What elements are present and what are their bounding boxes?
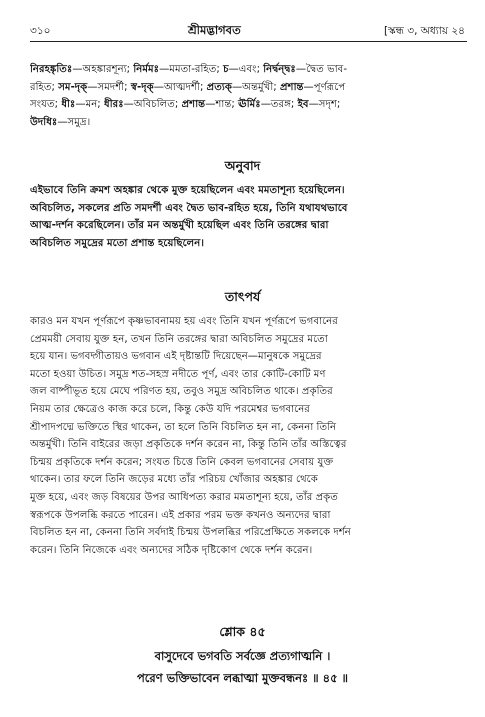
- purport-heading: তাৎপর্য: [224, 289, 261, 304]
- purport-line: অন্তর্মুখী। তিনি বাইরের জড়া প্রকৃতিকে দর্শন করেন না, কিন্তু তিনি তাঁর অস্তিত্বের: [30, 439, 347, 451]
- purport-line: বিচলিত হন না, কেননা তিনি সর্বদাই চিন্ময় উপলব্ধির পরিপ্রেক্ষিতে সকলকে দর্শন: [30, 527, 351, 539]
- translation-block: [30, 182, 462, 252]
- synonym-meaning: রহিত;: [30, 81, 59, 93]
- purport-line: জল বাষ্পীভূত হয়ে মেঘে পরিণত হয়, তবুও সমুদ্র অবিচলিত থাকে। প্রকৃতির: [30, 386, 333, 398]
- synonym-meaning: —অন্তর্মুখী;: [231, 81, 280, 93]
- synonym-meaning: —সমদর্শী;: [87, 81, 131, 93]
- synonym-word: ধীঃ: [61, 99, 76, 111]
- purport-line: মুক্ত হয়ে, এবং জড় বিষয়ের উপর আধিপত্য করার মমতাশূন্য হয়ে, তাঁর প্রকৃত: [30, 491, 338, 503]
- synonym-meaning: সংযত;: [30, 99, 62, 111]
- translation-heading: অনুবাদ: [224, 158, 261, 173]
- purport-line: হয়ে যান। ভগবদ্গীতায়ও ভগবান এই দৃষ্টান্তটি দিয়েছেন—মানুষকে সমুদ্রের: [30, 351, 322, 363]
- synonym-word: স্ব-দৃক্: [130, 81, 154, 93]
- synonym-word: ঊর্মিঃ: [238, 99, 261, 111]
- purport-line: স্বরূপকে উপলব্ধি করতে পারেন। এই প্রকার পরম ভক্ত কখনও অন্যদের দ্বারা: [30, 509, 331, 521]
- synonym-word: চ: [223, 64, 229, 75]
- purport-line: করেন। তিনি নিজেকে এবং অন্যদের সঠিক দৃষ্টিকোণ থেকে দর্শন করেন।: [30, 544, 313, 556]
- page-number: ৩১০: [30, 25, 51, 37]
- translation-line: অবিচলিত, সকলের প্রতি সমদর্শী এবং দ্বৈত ভাব-রহিত হয়ে, তিনি যথাযথভাবে: [30, 202, 348, 214]
- purport-block: [30, 313, 462, 559]
- synonym-meaning: —সমুদ্র।: [57, 116, 91, 128]
- synonym-word: নির্মমঃ: [133, 64, 160, 75]
- synonym-line: [30, 79, 462, 97]
- synonym-meaning: —পূর্ণরূপে: [303, 81, 346, 93]
- synonym-meaning: —এবং;: [228, 64, 264, 75]
- translation-line: আত্ম-দর্শন করেছিলেন। তাঁর মন অন্তর্মুখী হয়েছিল এবং তিনি তরঙ্গের দ্বারা: [30, 220, 329, 232]
- synonyms-block: [30, 61, 462, 131]
- chapter-reference: [স্কন্ধ ৩, অধ্যায় ২৪: [383, 25, 465, 37]
- purport-line: মতো হওয়া উচিত। সমুদ্র শত-সহস্র নদীতে পূর্ণ, এবং তার কোটি-কোটি মণ: [30, 368, 326, 380]
- synonym-meaning: —তরঙ্গ;: [260, 99, 298, 111]
- synonym-word: নির্দ্বন্দ্বঃ: [263, 64, 296, 75]
- synonym-word: উদধিঃ: [30, 116, 58, 128]
- synonym-line: [30, 96, 462, 114]
- header-rule: [30, 41, 467, 42]
- purport-line: নিয়ম তার ক্ষেত্রেও কাজ করে চলে, কিন্তু কেউ যদি পরমেশ্বর ভগবানের: [30, 403, 310, 415]
- translation-line: অবিচলিত সমুদ্রের মতো প্রশান্ত হয়েছিলেন।: [30, 237, 204, 249]
- synonym-meaning: —শান্ত;: [205, 99, 239, 111]
- synonym-word: ইব: [297, 99, 309, 111]
- synonym-meaning: —সদৃশ;: [308, 99, 341, 111]
- purport-line: শ্রীপাদপদ্মে ভক্তিতে স্থির থাকেন, তা হলে তিনি বিচলিত হন না, কেননা তিনি: [30, 421, 337, 433]
- synonym-line: [30, 114, 462, 132]
- synonym-word: সম-দৃক্: [58, 81, 88, 93]
- verse-line: বাসুদেবে ভগবতি সর্বজ্ঞে প্রত্যগাত্মনি ।: [154, 649, 331, 663]
- purport-line: প্রেমময়ী সেবায় যুক্ত হন, তখন তিনি তরঙ্গের দ্বারা অবিচলিত সমুদ্রের মতো: [30, 333, 328, 345]
- synonym-meaning: —দ্বৈত ভাব-: [295, 64, 348, 75]
- synonym-line: [30, 61, 462, 79]
- translation-line: এইভাবে তিনি ক্রমশ অহঙ্কার থেকে মুক্ত হয়েছিলেন এবং মমতাশূন্য হয়েছিলেন।: [30, 185, 345, 196]
- synonym-word: প্রশান্ত: [279, 81, 304, 93]
- synonym-meaning: —আত্মদর্শী;: [153, 81, 207, 93]
- synonym-word: ধীরঃ: [103, 99, 124, 111]
- synonym-meaning: —অহঙ্কারশূন্য;: [72, 64, 134, 75]
- synonym-meaning: —মমতা-রহিত;: [159, 64, 224, 75]
- verse-heading: শ্লোক ৪৫: [219, 624, 266, 639]
- verse-line: পরেণ ভক্তিভাবেন লব্ধাত্মা মুক্তবন্ধনঃ ॥ ৪৫ ॥: [136, 671, 349, 685]
- verse-block: [0, 645, 485, 689]
- synonym-word: প্রত্যক্: [206, 81, 232, 93]
- purport-line: কারও মন যখন পূর্ণরূপে কৃষ্ণভাবনাময় হয় এবং তিনি যখন পূর্ণরূপে ভগবানের: [30, 316, 338, 327]
- purport-line: চিন্ময় প্রকৃতিকে দর্শন করেন; সংযত চিত্তে তিনি কেবল ভগবানের সেবায় যুক্ত: [30, 456, 334, 468]
- synonym-meaning: —অবিচলিত;: [123, 99, 182, 111]
- synonym-meaning: —মন;: [75, 99, 104, 111]
- running-title: শ্রীমদ্ভাগবত: [188, 23, 241, 37]
- synonym-word: প্রশান্ত: [181, 99, 206, 111]
- purport-line: থাকেন। তার ফলে তিনি জড়ের মধ্যে তাঁর পরিচয় খোঁজার অহঙ্কার থেকে: [30, 474, 318, 486]
- synonym-word: নিরহঙ্কৃতিঃ: [30, 64, 73, 75]
